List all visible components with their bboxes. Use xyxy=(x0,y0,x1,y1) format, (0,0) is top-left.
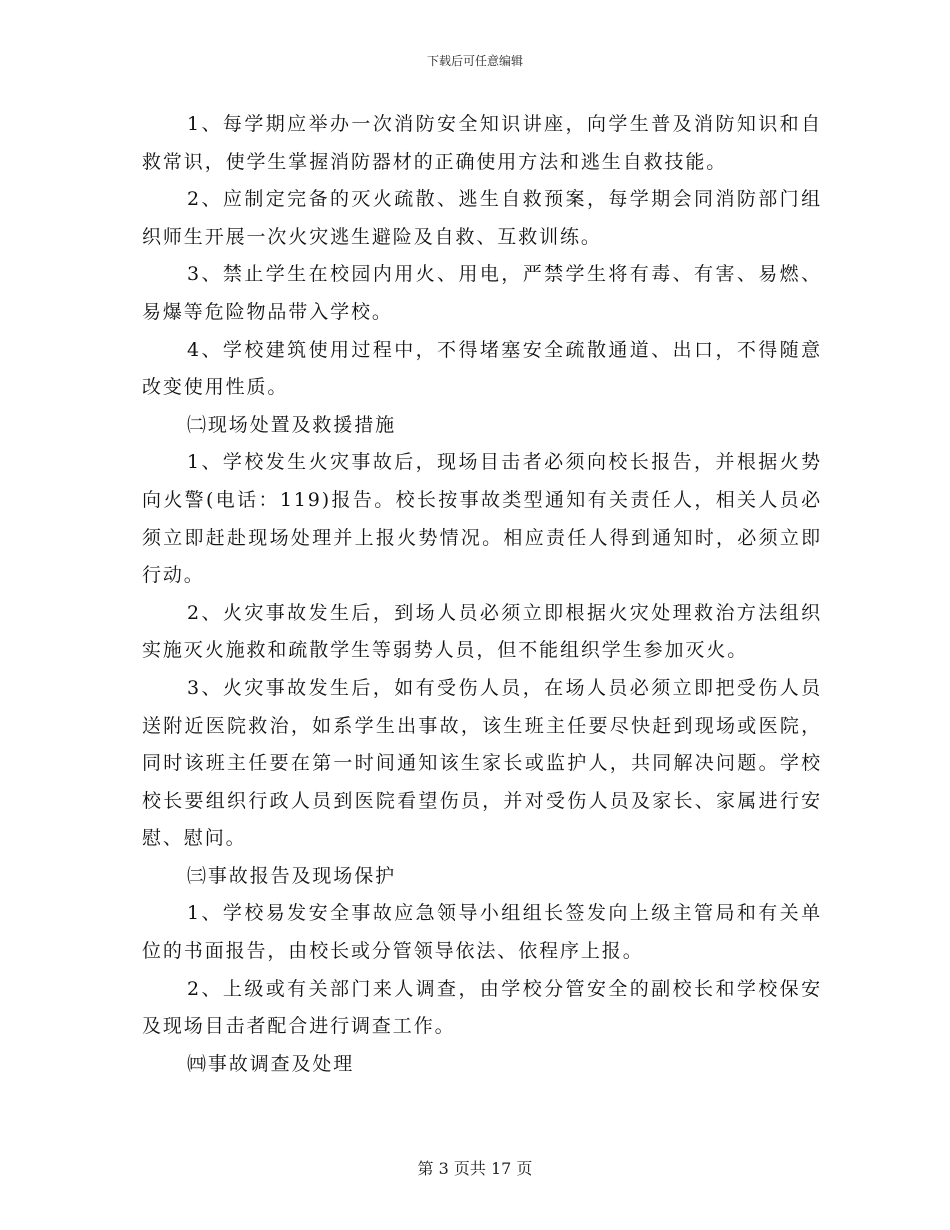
page-number: 第 3 页共 17 页 xyxy=(417,1159,533,1178)
page-header-note: 下载后可任意编辑 xyxy=(426,54,523,68)
paragraph-investigation-cooperation: 2、上级或有关部门来人调查，由学校分管安全的副校长和学校保安及现场目击者配合进行调查工作。 xyxy=(142,977,822,1038)
section-heading-onsite-response: ㈡现场处置及救援措施 xyxy=(187,413,397,436)
paragraph-building-use: 4、学校建筑使用过程中，不得堵塞安全疏散通道、出口，不得随意改变使用性质。 xyxy=(142,338,822,399)
paragraph-extinguish-evacuate: 2、火灾事故发生后，到场人员必须立即根据火灾处理救治方法组织实施灭火施救和疏散学生等弱势人员，但不能组织学生参加灭火。 xyxy=(142,601,822,662)
document-body xyxy=(142,106,822,1083)
section-heading-report-protection: ㈢事故报告及现场保护 xyxy=(187,864,397,887)
section-heading-investigation: ㈣事故调查及处理 xyxy=(187,1052,355,1075)
paragraph-written-report: 1、学校易发安全事故应急领导小组组长签发向上级主管局和有关单位的书面报告，由校长或分管领导依法、依程序上报。 xyxy=(142,902,822,963)
paragraph-prohibit-fire-use: 3、禁止学生在校园内用火、用电，严禁学生将有毒、有害、易燃、易爆等危险物品带入学校。 xyxy=(142,263,822,323)
paragraph-fire-safety-lecture: 1、每学期应举办一次消防安全知识讲座，向学生普及消防知识和自救常识，使学生掌握消防器材的正确使用方法和逃生自救技能。 xyxy=(142,113,822,173)
paragraph-evacuation-plan: 2、应制定完备的灭火疏散、逃生自救预案，每学期会同消防部门组织师生开展一次火灾逃生避险及自救、互救训练。 xyxy=(142,188,822,248)
paragraph-injured-treatment: 3、火灾事故发生后，如有受伤人员，在场人员必须立即把受伤人员送附近医院救治，如系学生出事故，该生班主任要尽快赶到现场或医院，同时该班主任要在第一时间通知该生家长或监护人，共同解决问题。学校校长要组织行政人员到医院看望伤员，并对受伤人员及家长、家属进行安慰、慰问。 xyxy=(142,676,822,850)
paragraph-report-fire: 1、学校发生火灾事故后，现场目击者必须向校长报告，并根据火势向火警(电话：119)报告。校长按事故类型通知有关责任人，相关人员必须立即赶赴现场处理并上报火势情况。相应责任人得到通知时，必须立即行动。 xyxy=(142,451,822,587)
